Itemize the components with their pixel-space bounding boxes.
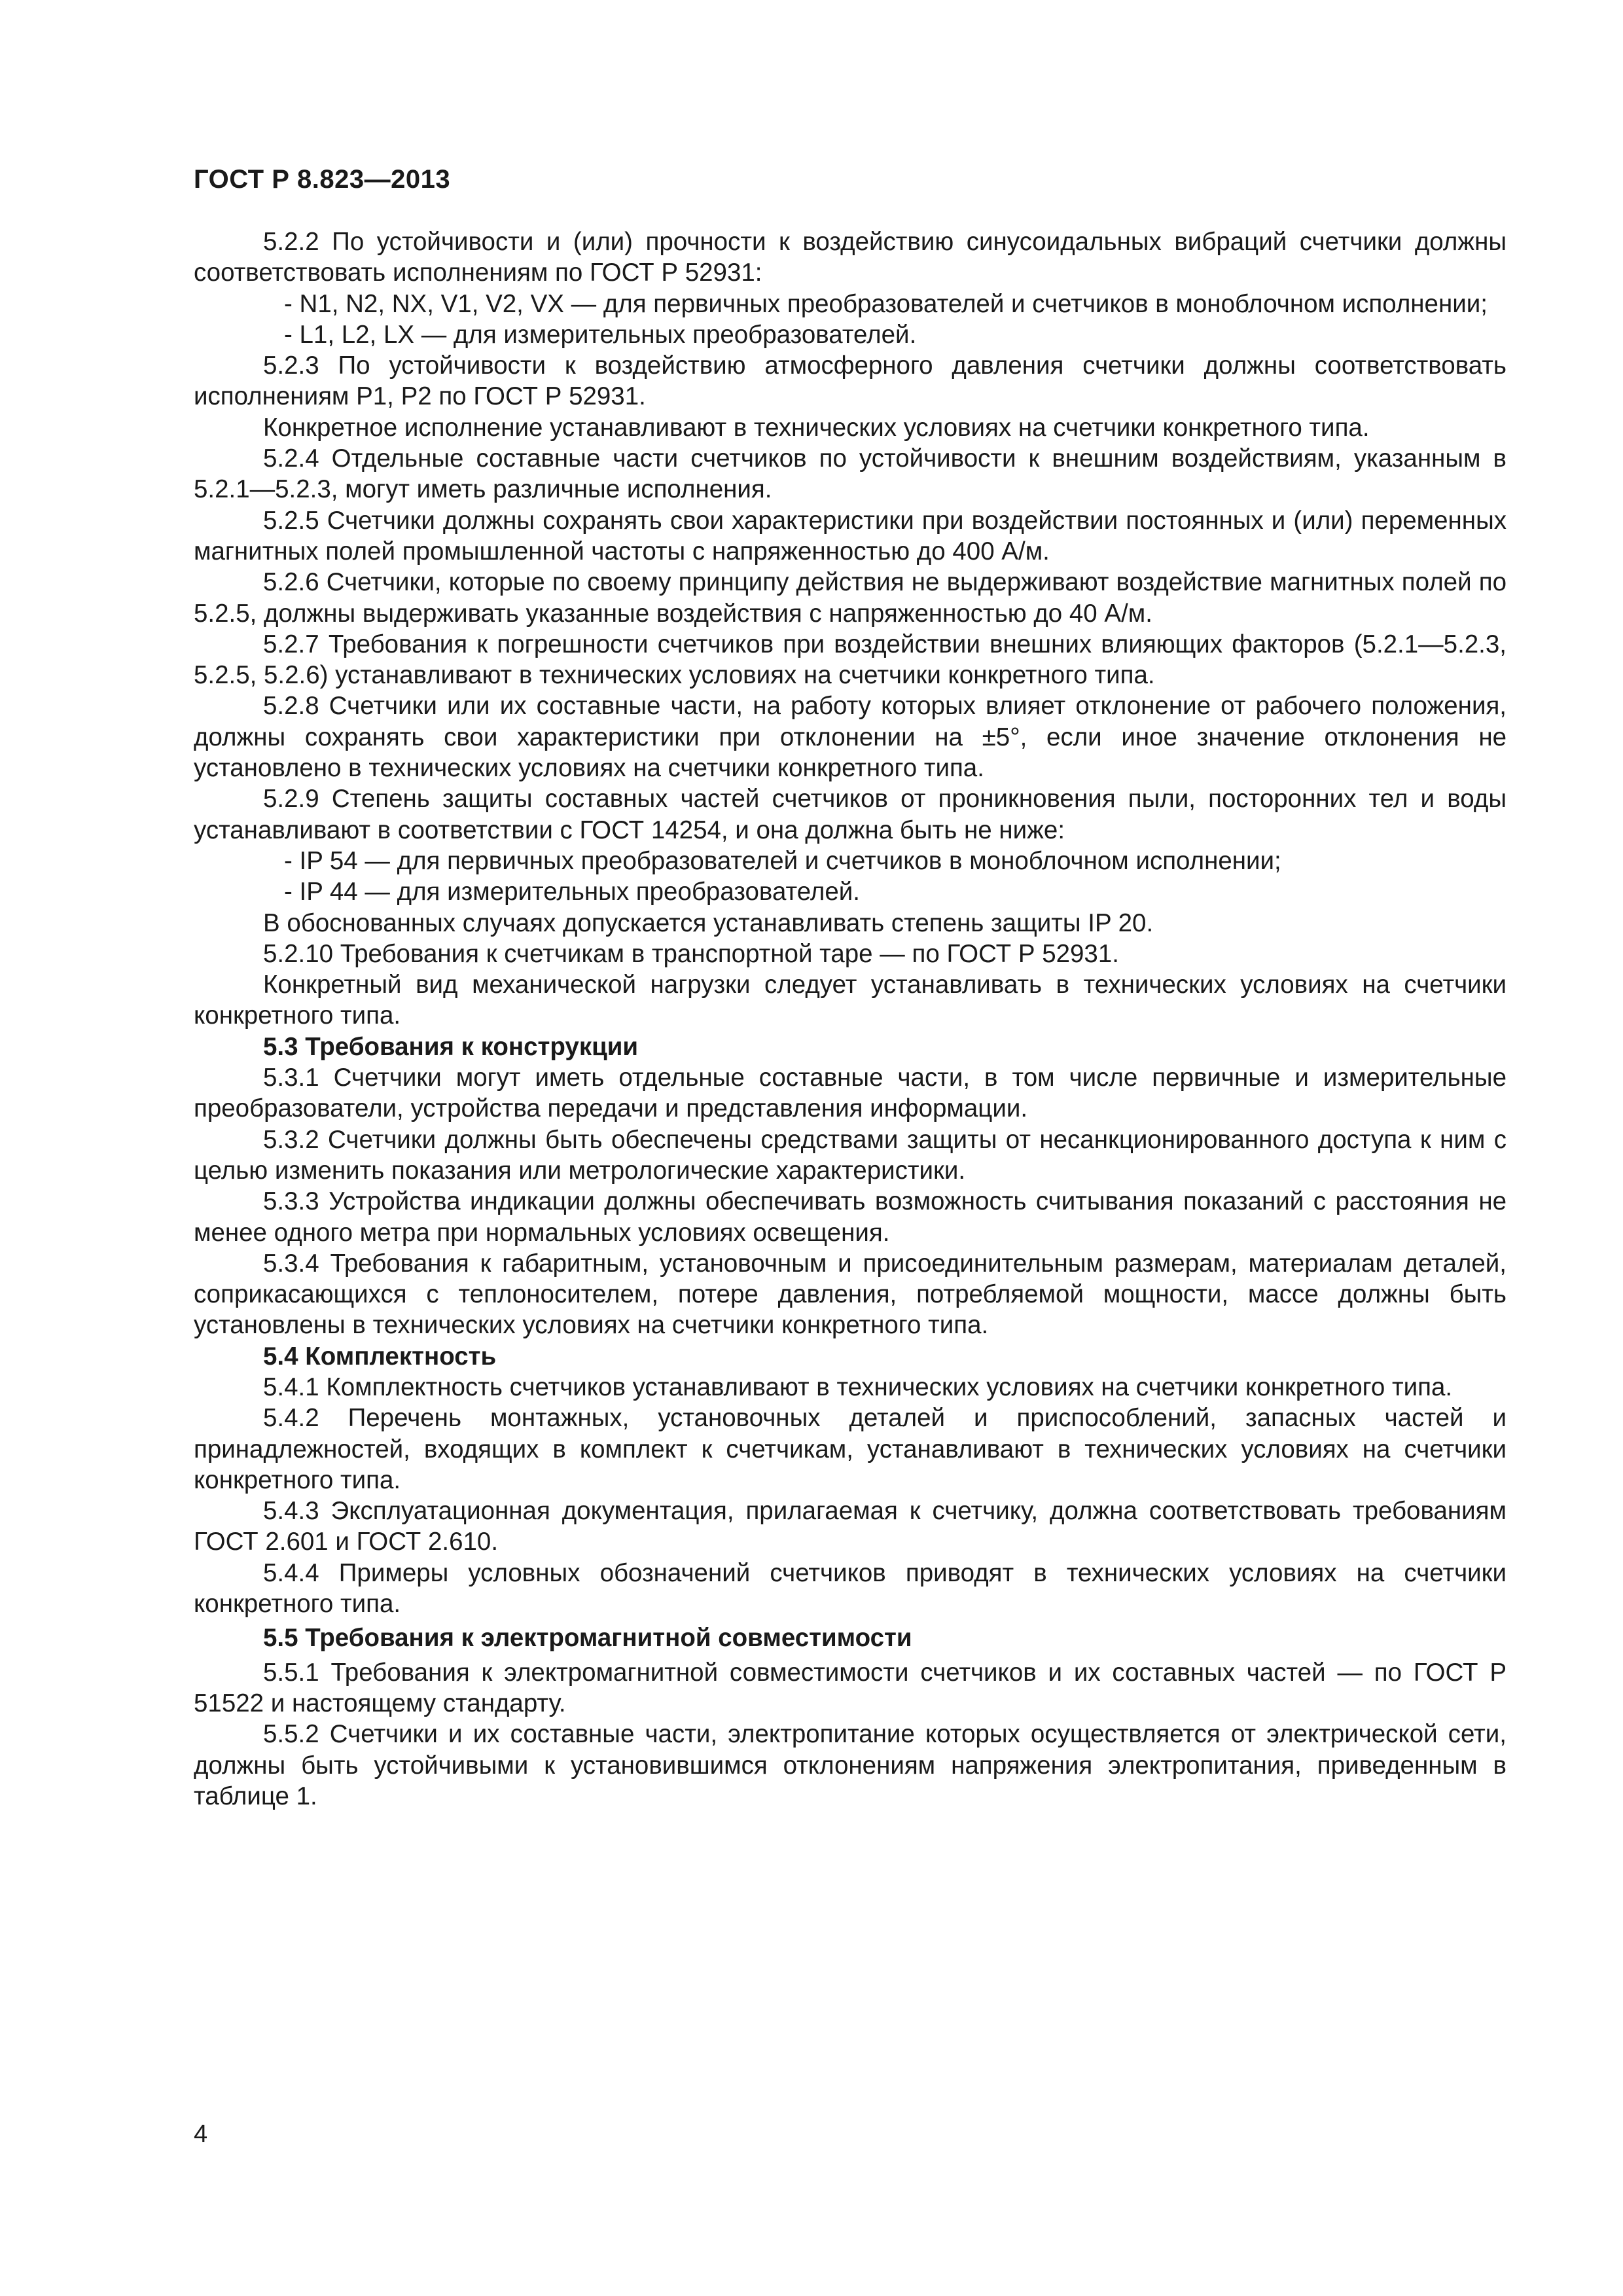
paragraph: 5.2.4 Отдельные составные части счетчиков по устойчивости к внешним воздействиям, указанным в 5.2.1—5.2.3, могут иметь различные исполнения. <box>194 444 1507 504</box>
paragraph: 5.3.2 Счетчики должны быть обеспечены средствами защиты от несанкционированного доступа к ним с целью изменить показания или метрологические характеристики. <box>194 1125 1507 1185</box>
paragraph: 5.2.5 Счетчики должны сохранять свои характеристики при воздействии постоянных и (или) переменных магнитных полей промышленной частоты с напряженностью до 400 А/м. <box>194 506 1507 565</box>
paragraph: 5.3.1 Счетчики могут иметь отдельные составные части, в том числе первичные и измерительные преобразователи, устройства передачи и представления информации. <box>194 1064 1507 1123</box>
paragraph: 5.2.6 Счетчики, которые по своему принципу действия не выдерживают воздействие магнитных полей по 5.2.5, должны выдерживать указанные воздействия с напряженностью до 40 А/м. <box>194 568 1507 628</box>
paragraph: 5.2.10 Требования к счетчикам в транспортной таре — по ГОСТ Р 52931. <box>263 939 1119 968</box>
paragraph: 5.2.2 По устойчивости и (или) прочности к воздействию синусоидальных вибраций счетчики должны соответствовать исполнениям по ГОСТ Р 52931: <box>194 228 1507 287</box>
paragraph: Конкретный вид механической нагрузки следует устанавливать в технических условиях на счетчики конкретного типа. <box>194 971 1507 1030</box>
section-heading: 5.3 Требования к конструкции <box>263 1032 639 1061</box>
document-body <box>194 226 1507 1812</box>
paragraph: 5.2.9 Степень защиты составных частей счетчиков от проникновения пыли, посторонних тел и воды устанавливают в соответствии с ГОСТ 14254, и она должна быть не ниже: <box>194 785 1507 844</box>
document-header: ГОСТ Р 8.823—2013 <box>194 165 451 194</box>
list-item: - N1, N2, NX, V1, V2, VX — для первичных преобразователей и счетчиков в моноблочном исполнении; <box>284 289 1488 318</box>
paragraph: 5.3.4 Требования к габаритным, установочным и присоединительным размерам, материалам деталей, соприкасающихся с теплоносителем, потере давления, потребляемой мощности, массе должны быть установлены в технических условиях на счетчики конкретного типа. <box>194 1249 1507 1340</box>
paragraph: 5.2.7 Требования к погрешности счетчиков при воздействии внешних влияющих факторов (5.2.1—5.2.3, 5.2.5, 5.2.6) устанавливают в технических условиях на счетчики конкретного типа. <box>194 630 1507 690</box>
paragraph: В обоснованных случаях допускается устанавливать степень защиты IP 20. <box>263 908 1154 937</box>
page-number: 4 <box>194 2121 208 2148</box>
paragraph: 5.2.8 Счетчики или их составные части, на работу которых влияет отклонение от рабочего положения, должны сохранять свои характеристики при отклонении на ±5°, если иное значение отклонения не установлено в технических условиях на счетчики конкретного типа. <box>194 692 1507 783</box>
paragraph: 5.4.4 Примеры условных обозначений счетчиков приводят в технических условиях на счетчики конкретного типа. <box>194 1558 1507 1619</box>
list-item: - L1, L2, LX — для измерительных преобразователей. <box>284 320 917 349</box>
section-heading: 5.4 Комплектность <box>263 1342 497 1371</box>
paragraph: 5.3.3 Устройства индикации должны обеспечивать возможность считывания показаний с расстояния не менее одного метра при нормальных условиях освещения. <box>194 1187 1507 1247</box>
paragraph: 5.5.1 Требования к электромагнитной совместимости счетчиков и их составных частей — по ГОСТ Р 51522 и настоящему стандарту. <box>194 1658 1507 1717</box>
paragraph: 5.5.2 Счетчики и их составные части, электропитание которых осуществляется от электрической сети, должны быть устойчивыми к установившимся отклонениям напряжения электропитания, приведенным в таблице 1. <box>194 1720 1507 1810</box>
paragraph: 5.2.3 По устойчивости к воздействию атмосферного давления счетчики должны соответствовать исполнениям P1, P2 по ГОСТ Р 52931. <box>194 351 1507 411</box>
paragraph: 5.4.1 Комплектность счетчиков устанавливают в технических условиях на счетчики конкретного типа. <box>263 1372 1453 1401</box>
paragraph: Конкретное исполнение устанавливают в технических условиях на счетчики конкретного типа. <box>263 413 1370 442</box>
paragraph: 5.4.3 Эксплуатационная документация, прилагаемая к счетчику, должна соответствовать требованиям ГОСТ 2.601 и ГОСТ 2.610. <box>194 1497 1507 1556</box>
section-heading: 5.5 Требования к электромагнитной совместимости <box>263 1624 912 1653</box>
list-item: - IP 54 — для первичных преобразователей и счетчиков в моноблочном исполнении; <box>284 846 1281 875</box>
paragraph: 5.4.2 Перечень монтажных, установочных деталей и приспособлений, запасных частей и принадлежностей, входящих в комплект к счетчикам, устанавливают в технических условиях на счетчики конкретного типа. <box>194 1404 1507 1494</box>
list-item: - IP 44 — для измерительных преобразователей. <box>284 878 860 906</box>
